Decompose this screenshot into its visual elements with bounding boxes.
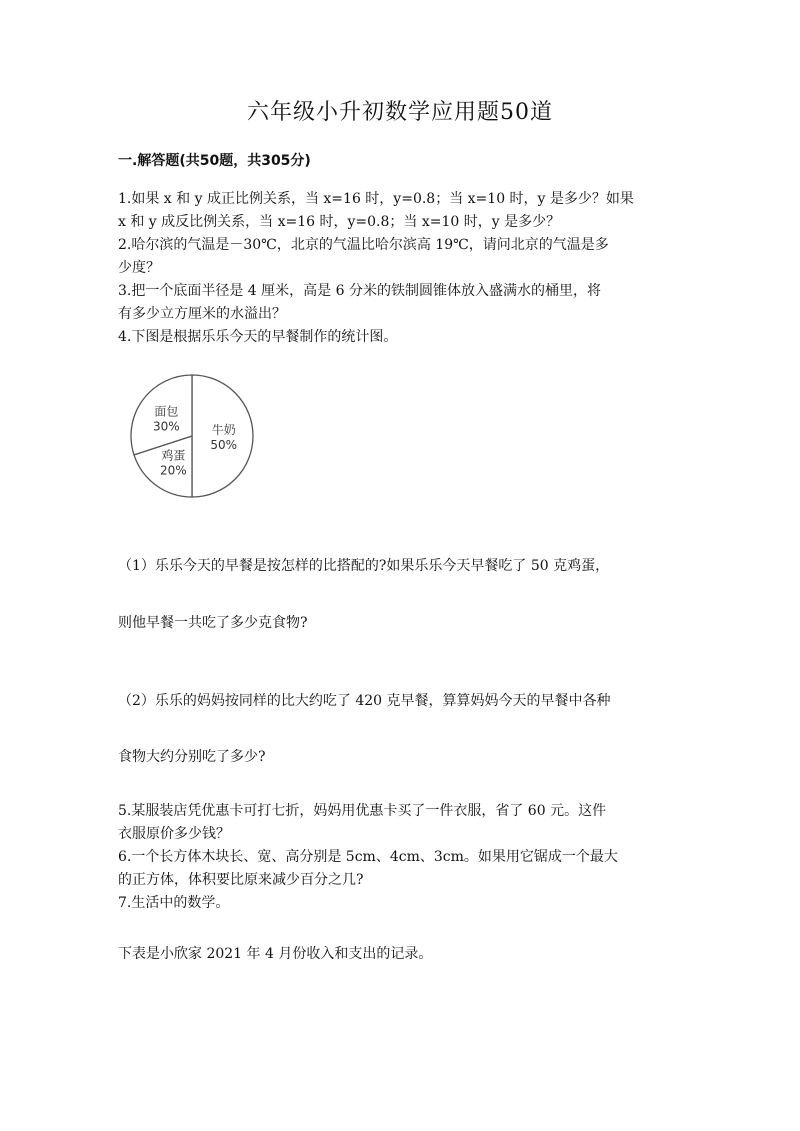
pie-value-label: 20% — [160, 463, 187, 478]
section-heading: 一.解答题(共50题，共305分) — [118, 153, 311, 169]
breakfast-pie-chart — [128, 372, 268, 512]
question-line: 少度？ — [118, 260, 160, 276]
questions-block-1 — [118, 188, 688, 349]
question-line: 2.哈尔滨的气温是－30℃，北京的气温比哈尔滨高 19℃，请问北京的气温是多 — [118, 237, 609, 253]
question-line: 衣服原价多少钱？ — [118, 826, 230, 842]
pie-label: 鸡蛋 — [161, 448, 186, 463]
subquestion-1-line-2: 则他早餐一共吃了多少克食物? — [118, 615, 308, 631]
subquestion-2-line-1: （2）乐乐的妈妈按同样的比大约吃了 420 克早餐，算算妈妈今天的早餐中各种 — [118, 693, 611, 709]
pie-value-label: 30% — [153, 419, 180, 434]
subquestion-2-line-2: 食物大约分别吃了多少? — [118, 749, 266, 765]
question-line: 6.一个长方体木块长、宽、高分别是 5cm、4cm、3cm。如果用它锯成一个最大 — [118, 849, 618, 865]
question-line: 7.生活中的数学。 — [118, 895, 230, 911]
pie-label: 面包 — [154, 404, 179, 419]
page-title: 六年级小升初数学应用题50道 — [247, 100, 553, 125]
question-line: 4.下图是根据乐乐今天的早餐制作的统计图。 — [118, 329, 398, 345]
question-line: 有多少立方厘米的水溢出？ — [118, 306, 286, 322]
question-line: 5.某服装店凭优惠卡可打七折，妈妈用优惠卡买了一件衣服，省了 60 元。这件 — [118, 803, 607, 819]
pie-value-label: 50% — [210, 438, 238, 452]
pie-label: 牛奶 — [211, 423, 236, 437]
table-note: 下表是小欣家 2021 年 4 月份收入和支出的记录。 — [118, 946, 433, 962]
question-line: 3.把一个底面半径是 4 厘米，高是 6 分米的铁制圆锥体放入盛满水的桶里，将 — [118, 283, 601, 299]
subquestion-1-line-1: （1）乐乐今天的早餐是按怎样的比搭配的?如果乐乐今天早餐吃了 50 克鸡蛋， — [118, 558, 610, 574]
question-line: 的正方体，体积要比原来减少百分之几? — [118, 872, 364, 888]
questions-block-2 — [118, 800, 688, 915]
question-line: x 和 y 成反比例关系，当 x=16 时，y=0.8；当 x=10 时，y 是多少？ — [118, 214, 561, 230]
question-line: 1.如果 x 和 y 成正比例关系，当 x=16 时，y=0.8；当 x=10 时，y 是多少？如果 — [118, 191, 634, 207]
